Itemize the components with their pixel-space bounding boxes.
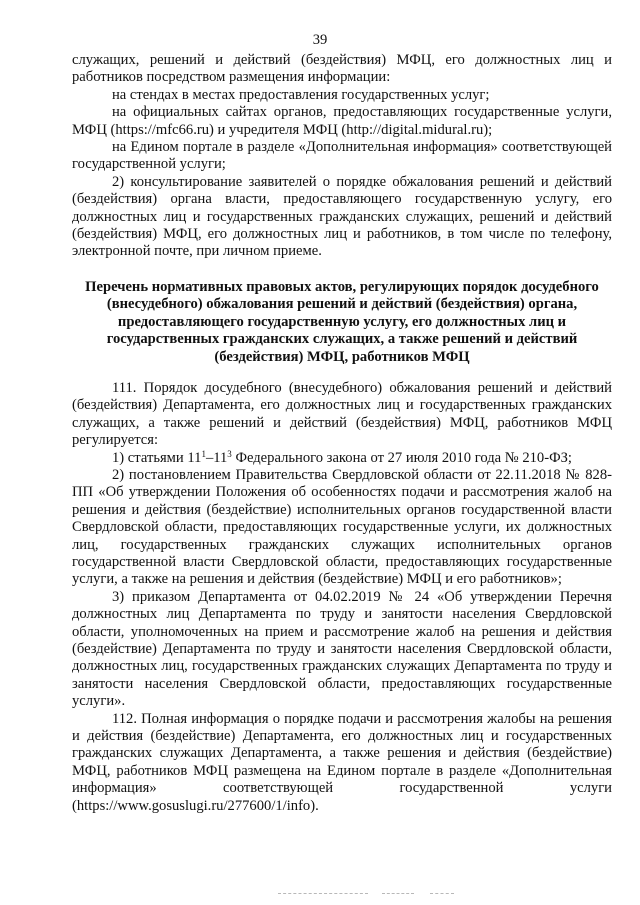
paragraph-consulting: 2) консультирование заявителей о порядке обжалования решений и действий (бездействия) органа власти, предоставляющего государственную услугу, его должностных лиц и государственных гражданских служащих, решений и действий (бездействия) МФЦ, его должностных лиц и работников, в том числе по телефону, электронной почте, при личном приеме. xyxy=(72,173,612,260)
list-item-2: 2) постановлением Правительства Свердловской области от 22.11.2018 № 828-ПП «Об утверждении Положения об особенностях подачи и рассмотрения жалоб на решения и действия (бездействие) исполнительных органов государственной власти Свердловской области, предоставляющих государственные услуги, их должностных лиц, государственных гражданских служащих исполнительных органов государственной власти Свердловской области, предоставляющих государственные услуги, а также на решения и действия (бездействие) МФЦ и его работников»; xyxy=(72,466,612,588)
list-item-3: 3) приказом Департамента от 04.02.2019 № 24 «Об утверждении Перечня должностных лиц Департамента по труду и занятости населения Свердловской области, уполномоченных на прием и рассмотрение жалоб на решения и действия (бездействие) Департамента по труду и занятости населения Свердловской области, должностных лиц, государственных гражданских служащих Департамента по труду и занятости населения Свердловской области, предоставляющих государственные услуги». xyxy=(72,588,612,710)
page-body xyxy=(72,52,612,815)
page-number: 39 xyxy=(312,32,328,48)
paragraph-111: 111. Порядок досудебного (внесудебного) обжалования решений и действий (бездействия) Департамента, его должностных лиц и государственных гражданских служащих, а также решений и действий (бездействия) МФЦ, работников МФЦ регулируется: xyxy=(72,379,612,449)
footer-divider xyxy=(430,893,454,894)
item1-sup1: 1 xyxy=(201,448,206,459)
item1-suffix: Федерального закона от 27 июля 2010 года № 210-ФЗ; xyxy=(231,449,572,466)
paragraph-continuation: служащих, решений и действий (бездействия) МФЦ, его должностных лиц и работников посредством размещения информации: xyxy=(72,52,612,86)
item1-prefix: 1) статьями 11 xyxy=(112,449,202,466)
paragraph-unified-portal: на Едином портале в разделе «Дополнительная информация» соответствующей государственной услуги; xyxy=(72,139,612,173)
list-item-1 xyxy=(72,450,612,467)
section-title: Перечень нормативных правовых актов, регулирующих порядок досудебного (внесудебного) обжалования решений и действий (бездействия) органа, предоставляющего государственную услугу, его должностных лиц и государственных гражданских служащих, а также решений и действий (бездействия) МФЦ, работников МФЦ xyxy=(85,278,599,365)
paragraph-112: 112. Полная информация о порядке подачи и рассмотрения жалобы на решения и действия (бездействие) Департамента, его должностных лиц и государственных гражданских служащих Департамента, а также решения и действия (бездействие) МФЦ, работников МФЦ размещена на Едином портале в разделе «Дополнительная информация» соответствующей государственной услуги (https://www.gosuslugi.ru/277600/1/info). xyxy=(72,710,612,814)
paragraph-official-sites: на официальных сайтах органов, предоставляющих государственные услуги, МФЦ (https://mfc66.ru) и учредителя МФЦ (http://digital.midural.ru); xyxy=(72,104,612,138)
footer-divider xyxy=(278,893,368,894)
item1-dash: –11 xyxy=(205,449,228,466)
paragraph-stands: на стендах в местах предоставления государственных услуг; xyxy=(112,86,490,103)
item1-sup2: 3 xyxy=(227,448,232,459)
footer-divider xyxy=(382,893,414,894)
